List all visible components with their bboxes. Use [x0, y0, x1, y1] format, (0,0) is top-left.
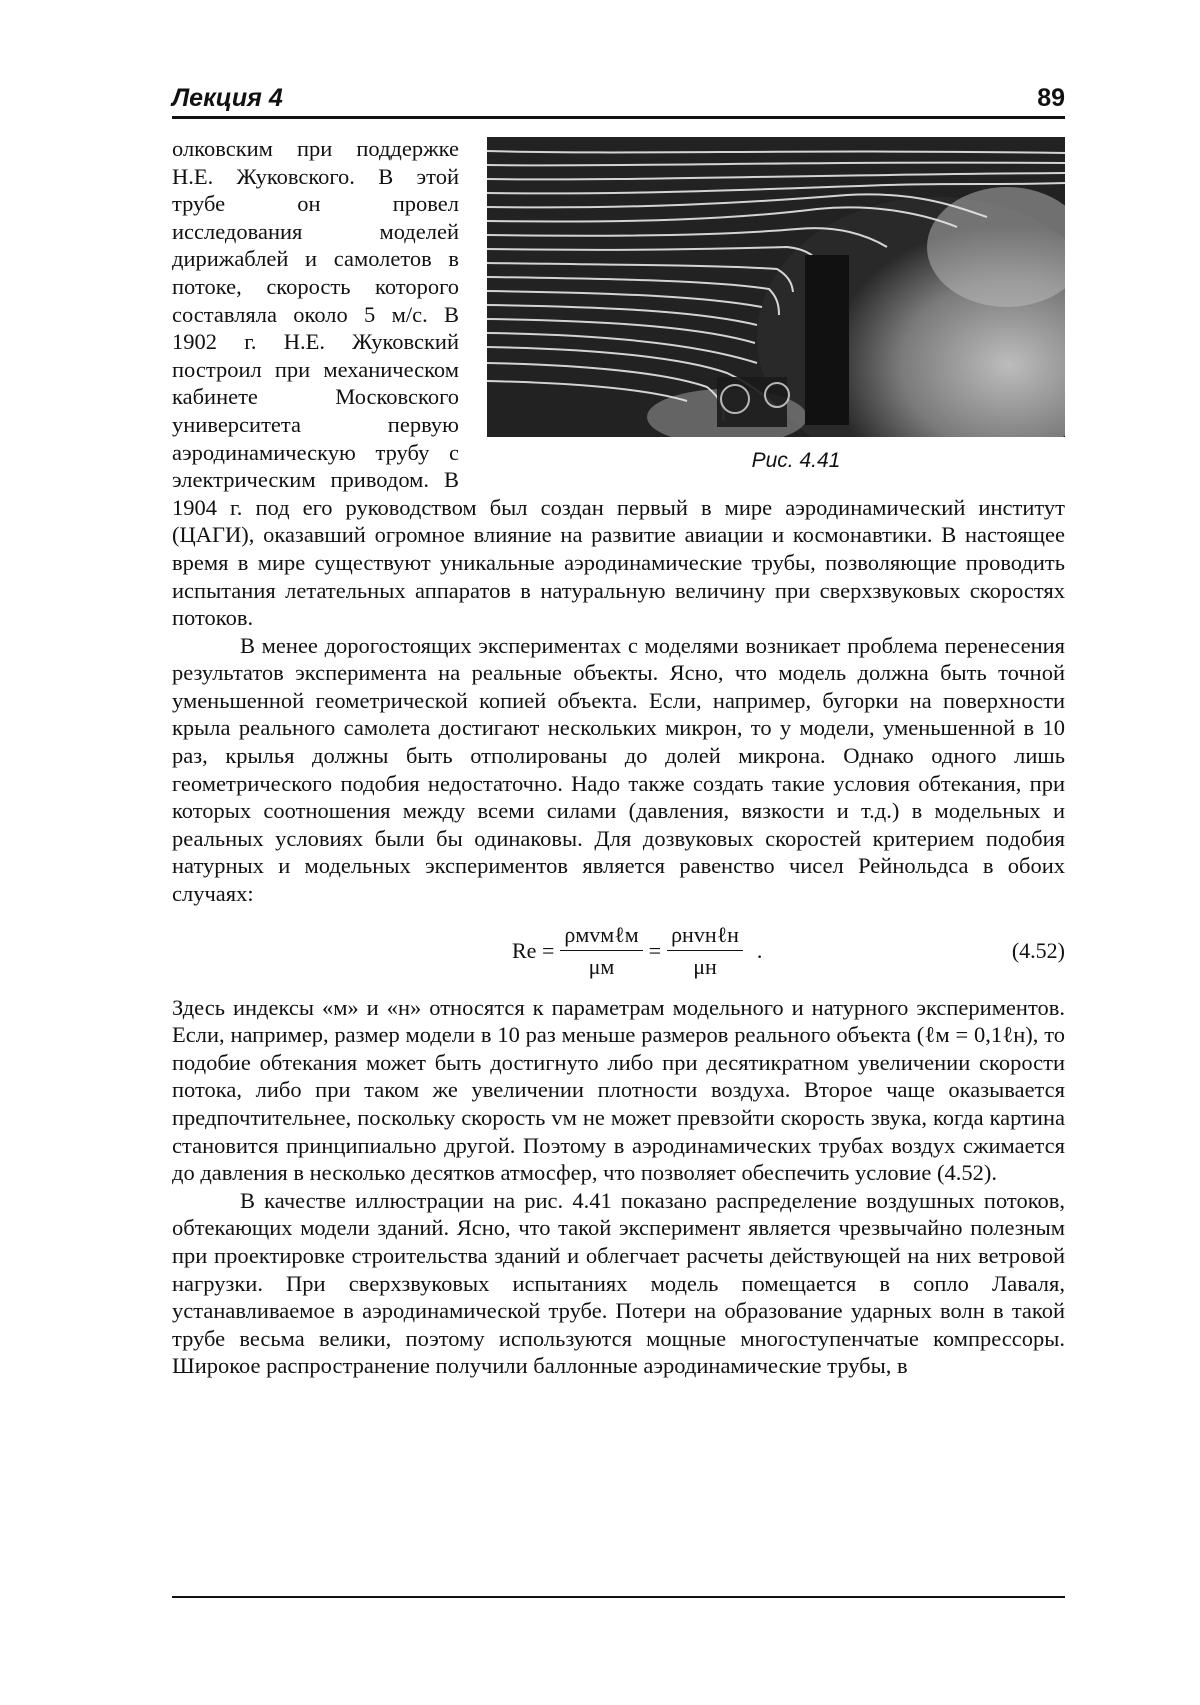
formula-trail: . — [756, 937, 763, 963]
fraction-real-denominator: μн — [693, 954, 717, 980]
equation-number: (4.52) — [1011, 937, 1065, 963]
paragraph-2: В менее дорогостоящих экспериментах с моделями возникает проблема перенесения результатов эксперимента на реальные объекты. Ясно, что модель должна быть точной уменьшенной геометрической копией объекта. Если, например, бугорки на поверхности крыла реального самолета достигают нескольких микрон, то у модели, уменьшенной в 10 раз, крылья должны быть отполированы до долей микрона. Однако одного лишь геометрического подобия недостаточно. Надо также создать такие условия обтекания, при которых соотношения между всеми силами (давления, вязкости и т.д.) в модельных и реальных условиях были бы одинаковы. Для дозвуковых скоростей критерием подобия натурных и модельных экспериментов является равенство чисел Рейнольдса в обоих случаях: — [172, 632, 1065, 907]
fraction-real — [667, 921, 743, 981]
footer-rule — [172, 1596, 1065, 1598]
page-body — [172, 135, 1065, 1380]
running-title: Лекция 4 — [172, 84, 283, 112]
paragraph-3: Здесь индексы «м» и «н» относятся к параметрам модельного и натурного экспериментов. Если, например, размер модели в 10 раз меньше размеров реального объекта (ℓм = 0,1ℓн), то подобие обтекания может быть достигнуто либо при десятикратном увеличении скорости потока, либо при таком же увеличении плотности воздуха. Второе чаще оказывается предпочтительнее, поскольку скорость vм не может превзойти скорость звука, когда картина становится принципиально другой. Поэтому в аэродинамических трубах воздух сжимается до давления в несколько десятков атмосфер, что позволяет обеспечить условие (4.52). — [172, 994, 1065, 1186]
figure-caption: Рис. 4.41 — [751, 449, 841, 472]
formula-4-52 — [172, 908, 1065, 994]
paragraph-4: В качестве иллюстрации на рис. 4.41 показано распределение воздушных потоков, обтекающих модели зданий. Ясно, что такой эксперимент является чрезвычайно полезным при проектировке строительства зданий и облегчает расчеты действующей на них ветровой нагрузки. При сверхзвуковых испытаниях модель помещается в сопло Лаваля, устанавливаемое в аэродинамической трубе. Потери на образование ударных волн в такой трубе весьма велики, поэтому используются мощные многоступенчатые компрессоры. Широкое распространение получили баллонные аэродинамические трубы, в — [172, 1187, 1065, 1379]
page-number: 89 — [1037, 84, 1065, 112]
building-model — [805, 255, 849, 425]
wind-tunnel-photo — [487, 137, 1065, 437]
fraction-model-denominator: μм — [588, 954, 615, 980]
fraction-model — [560, 921, 642, 981]
page-header — [172, 80, 1065, 119]
fraction-real-numerator: ρнvнℓн — [667, 921, 743, 952]
formula-equals: = — [648, 937, 662, 963]
figure-4-41 — [487, 137, 1065, 475]
formula-lhs: Re = — [512, 937, 555, 963]
paragraph-1: олковским при поддержке Н.Е. Жуковского. В этой трубе он провел исследования моделей дирижаблей и самолетов в потоке, скорость которого составляла около 5 м/с. В 1902 г. Н.Е. Жуковский построил при механическом кабинете Московского университета первую аэродинамическую трубу с электрическим приводом. В 1904 г. под его руководством был создан первый в мире аэродинамический институт (ЦАГИ), оказавший огромное влияние на развитие авиации и космонавтики. В настоящее время в мире существуют уникальные аэродинамические трубы, позволяющие проводить испытания летательных аппаратов в натуральную величину при сверхзвуковых скоростях потоков. — [172, 136, 1065, 631]
fraction-model-numerator: ρмvмℓм — [560, 921, 642, 952]
